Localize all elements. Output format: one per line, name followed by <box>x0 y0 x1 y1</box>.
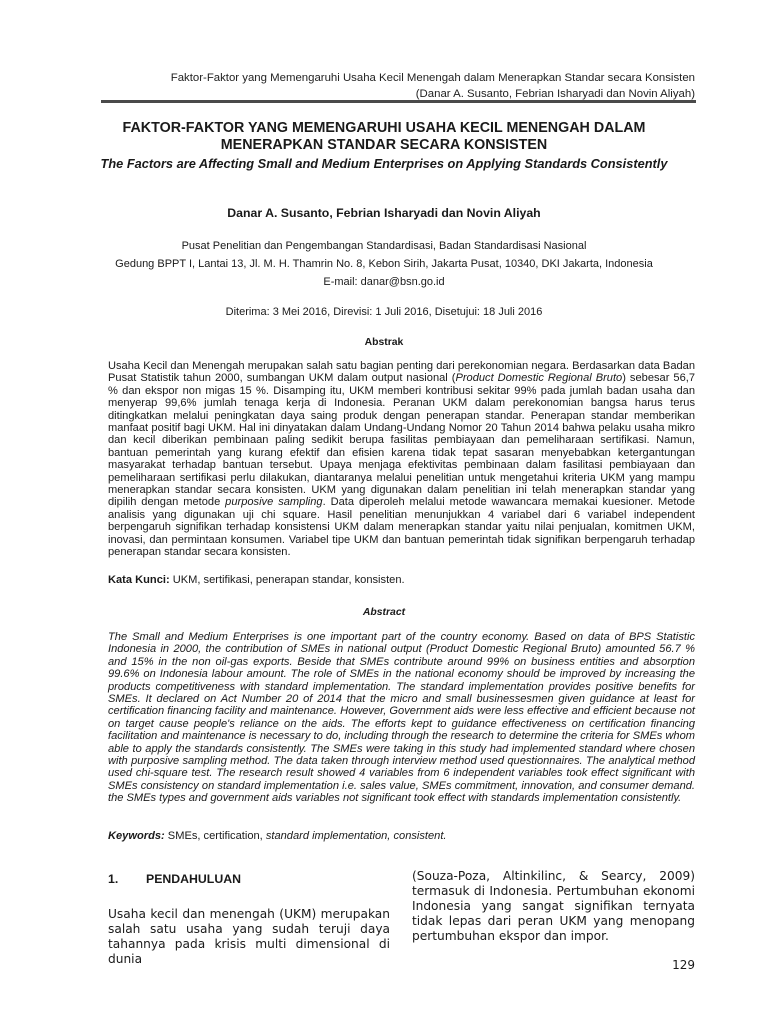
abstrak-keywords-values: UKM, sertifikasi, penerapan standar, konsisten. <box>169 574 405 586</box>
paper-subtitle: The Factors are Affecting Small and Medium Enterprises on Applying Standards Consistently <box>100 156 668 171</box>
abstract-keywords <box>108 830 695 842</box>
abstrak-em-2: purposive sampling <box>225 496 323 509</box>
email: E-mail: danar@bsn.go.id <box>323 276 445 288</box>
section-number: 1. <box>108 872 119 886</box>
abstrak-keywords-label: Kata Kunci: <box>108 574 170 586</box>
body-left-paragraph: Usaha kecil dan menengah (UKM) merupakan salah satu usaha yang sudah teruji daya tahannya pada krisis multi dimensional di dunia <box>108 907 390 966</box>
running-header-authors: (Danar A. Susanto, Febrian Isharyadi dan Novin Aliyah) <box>415 88 695 100</box>
affiliation-line-2: Gedung BPPT I, Lantai 13, Jl. M. H. Thamrin No. 8, Kebon Sirih, Jakarta Pusat, 10340, DKI Jakarta, Indonesia <box>115 258 653 270</box>
abstrak-text-part-3: . Data diperoleh melalui metode wawancara memakai kuesioner. Metode analisis yang digunakan uji chi square. Hasil penelitian menunjukkan 4 variabel dari 6 variabel independent berpengaruh signifikan terhadap konsistensi UKM dalam menerapkan standar yaitu nilai penjualan, komitmen UKM, inovasi, dan permintaan konsumen. Variabel tipe UKM dan bantuan pemerintah tidak signifikan berpengaruh terhadap penerapan standar secara konsisten. <box>108 496 696 559</box>
authors: Danar A. Susanto, Febrian Isharyadi dan Novin Aliyah <box>227 206 541 220</box>
abstrak-em-1: Product Domestic Regional Bruto <box>455 372 623 385</box>
paper-title <box>0 120 768 154</box>
abstrak-text-part-2: ) sebesar 56,7 % dan ekspor non migas 15 %. Disamping itu, UKM memberi kontribusi sekitar 99% pada jumlah badan usaha dan menyerap 99,6% jumlah tenaga kerja di Indonesia. Peranan UKM dalam perekonomian bangsa harus terus ditingkatkan melalui peningkatan daya saing produk dengan penerapan standar. Penerapan standar memberikan manfaat positif bagi UKM. Hal ini dinyatakan dalam Undang-Undang Nomor 20 Tahun 2014 bahwa pelaku usaha mikro dan kecil diberikan pembinaan paling sedikit berupa fasilitas pembiayaan dan pemeliharaan sertifikasi. Namun, bantuan pemerintah yang kurang efektif dan efisien karena tidak tepat sasaran menyebabkan ketergantungan masyarakat terhadap bantuan tersebut. Upaya menjaga efektivitas pembinaan dalam fasilitasi pembiayaan dan pemeliharaan sertifikasi perlu dilakukan, diantaranya melalui penelitian untuk mengetahui kriteria UKM yang mampu menerapkan standar secara konsisten. UKM yang digunakan dalam penelitian ini telah menerapkan standar yang dipilih dengan metode <box>108 372 695 509</box>
page-number: 129 <box>672 958 695 972</box>
section-title: PENDAHULUAN <box>146 872 241 886</box>
paper-title-line-2: MENERAPKAN STANDAR SECARA KONSISTEN <box>220 137 548 153</box>
abstrak-keywords <box>108 574 695 586</box>
abstract-heading: Abstract <box>362 607 406 618</box>
abstrak-text-part-1: Usaha Kecil dan Menengah merupakan salah satu bagian penting dari perekonomian negara. Berdasarkan data Badan Pusat Statistik tahun 2000, sumbangan UKM dalam output nasional ( <box>108 360 695 385</box>
header-rule <box>101 100 696 103</box>
abstrak-heading: Abstrak <box>364 337 404 348</box>
abstract-keywords-italic: standard implementation, consistent. <box>265 830 447 842</box>
submission-dates: Diterima: 3 Mei 2016, Direvisi: 1 Juli 2016, Disetujui: 18 Juli 2016 <box>225 306 543 318</box>
abstract-text: The Small and Medium Enterprises is one important part of the country economy. Based on data of BPS Statistic Indonesia in 2000, the contribution of SMEs in national output (Product Domestic Regional Bruto) amounted 56.7 % and 15% in the non oil-gas exports. Beside that SMEs contribute around 99% on business entities and absorption 99.6% on Indonesia labour amount. The role of SMEs in the national economy should be improved by increasing the products competitiveness with standard implementation. The standard implementation provides positive benefits for SMEs. It declared on Act Number 20 of 2014 that the micro and small businessesmen given guidance at least for certification financing facility and maintenance. However, Government aids were less effective and efficient because not on target cause people's reliance on the aids. The efforts kept to guidance effectiveness on certification financing facilitation and maintenance is necessary to do, including through the research to determine the criteria for SMEs whom able to apply the standards consistently. The SMEs were taking in this study had implemented standard where chosen with purposive sampling method. The data taken through interview method used questionnaires. The analytical method used chi-square test. The research result showed 4 variables from 6 independent variables took effect significant with SMEs consistency on standard implementation i.e. sales value, SMEs commitment, innovation, and consumer demand. the SMEs types and government aids variables not significant took effect with standards implementation consistently. <box>108 631 695 805</box>
abstrak-text <box>108 360 695 559</box>
running-header-title: Faktor-Faktor yang Memengaruhi Usaha Kecil Menengah dalam Menerapkan Standar secara Konsisten <box>170 72 695 84</box>
paper-title-line-1: FAKTOR-FAKTOR YANG MEMENGARUHI USAHA KECIL MENENGAH DALAM <box>122 120 646 136</box>
abstract-keywords-plain: SMEs, certification, <box>164 830 266 842</box>
body-right-paragraph: (Souza-Poza, Altinkilinc, & Searcy, 2009) termasuk di Indonesia. Pertumbuhan ekonomi Indonesia yang sangat signifikan ternyata tidak lepas dari peran UKM yang menopang pertumbuhan ekspor dan impor. <box>412 869 695 943</box>
abstract-keywords-label: Keywords: <box>108 830 165 842</box>
affiliation-line-1: Pusat Penelitian dan Pengembangan Standardisasi, Badan Standardisasi Nasional <box>181 240 587 252</box>
